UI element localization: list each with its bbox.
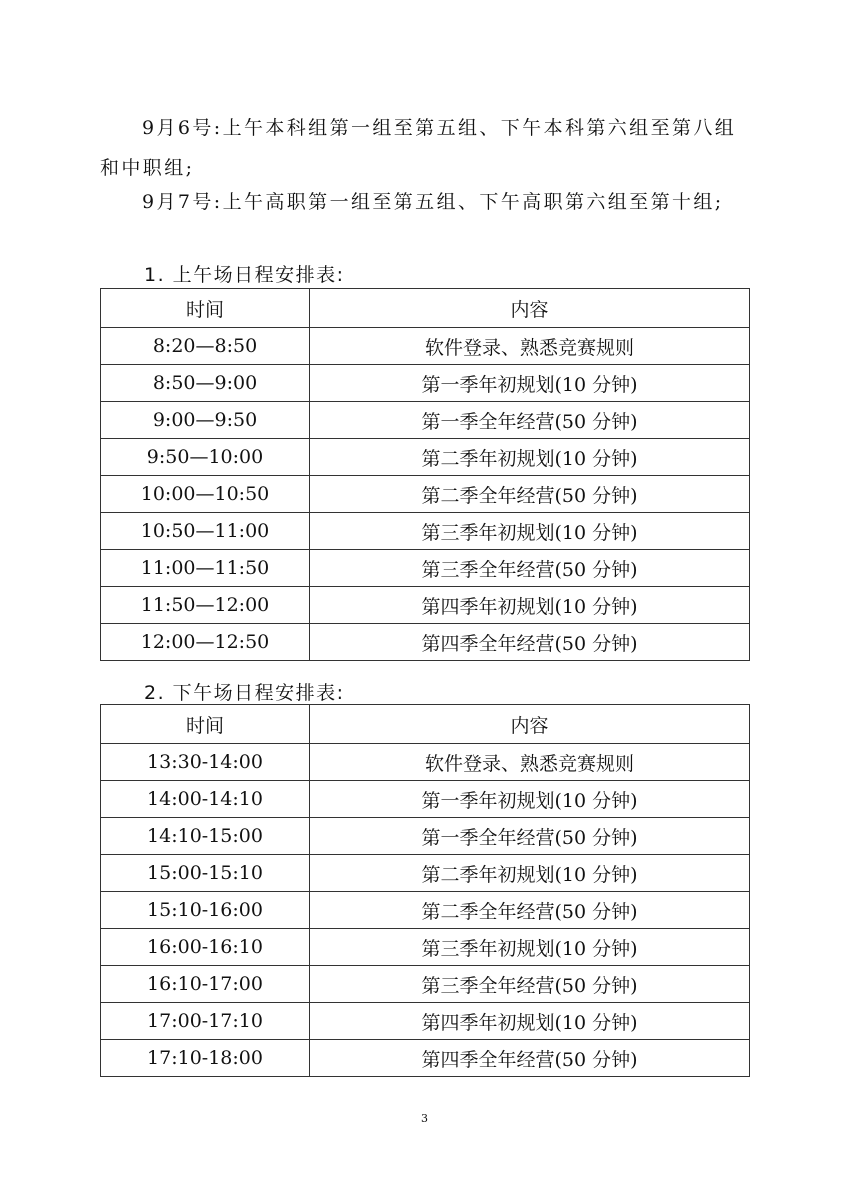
time-cell: 15:00-15:10 — [101, 855, 310, 892]
content-cell: 第一季全年经营(50 分钟) — [310, 402, 750, 439]
table-row — [101, 744, 750, 781]
table-row — [101, 328, 750, 365]
time-cell: 13:30-14:00 — [101, 744, 310, 781]
table-row — [101, 929, 750, 966]
time-cell: 17:10-18:00 — [101, 1040, 310, 1077]
time-cell: 8:50—9:00 — [101, 365, 310, 402]
table-row — [101, 892, 750, 929]
morning-schedule-heading: 1. 上午场日程安排表: — [144, 264, 345, 286]
time-column-header: 时间 — [101, 705, 310, 744]
time-cell: 14:10-15:00 — [101, 818, 310, 855]
content-cell: 第二季年初规划(10 分钟) — [310, 439, 750, 476]
table-row — [101, 439, 750, 476]
table-row — [101, 513, 750, 550]
content-cell: 第四季年初规划(10 分钟) — [310, 587, 750, 624]
content-cell: 第四季年初规划(10 分钟) — [310, 1003, 750, 1040]
content-cell: 第四季全年经营(50 分钟) — [310, 1040, 750, 1077]
time-cell: 10:50—11:00 — [101, 513, 310, 550]
time-column-header: 时间 — [101, 289, 310, 328]
afternoon-schedule-heading: 2. 下午场日程安排表: — [144, 682, 345, 704]
time-cell: 9:00—9:50 — [101, 402, 310, 439]
content-cell: 软件登录、熟悉竞赛规则 — [310, 328, 750, 365]
schedule-paragraph-sep7: 9月7号:上午高职第一组至第五组、下午高职第六组至第十组; — [142, 191, 724, 213]
time-cell: 11:00—11:50 — [101, 550, 310, 587]
time-cell: 16:00-16:10 — [101, 929, 310, 966]
content-cell: 第三季年初规划(10 分钟) — [310, 929, 750, 966]
content-cell: 第四季全年经营(50 分钟) — [310, 624, 750, 661]
table-row — [101, 476, 750, 513]
time-cell: 16:10-17:00 — [101, 966, 310, 1003]
table-header-row — [101, 705, 750, 744]
time-cell: 14:00-14:10 — [101, 781, 310, 818]
table-row — [101, 1003, 750, 1040]
time-cell: 12:00—12:50 — [101, 624, 310, 661]
content-column-header: 内容 — [310, 705, 750, 744]
time-cell: 10:00—10:50 — [101, 476, 310, 513]
table-row — [101, 818, 750, 855]
schedule-paragraph-sep6: 9月6号:上午本科组第一组至第五组、下午本科第六组至第八组和中职组; — [100, 117, 737, 179]
content-cell: 第一季年初规划(10 分钟) — [310, 365, 750, 402]
content-column-header: 内容 — [310, 289, 750, 328]
content-cell: 第二季年初规划(10 分钟) — [310, 855, 750, 892]
time-cell: 9:50—10:00 — [101, 439, 310, 476]
table-header-row — [101, 289, 750, 328]
table-row — [101, 624, 750, 661]
time-cell: 8:20—8:50 — [101, 328, 310, 365]
morning-schedule-table — [100, 288, 750, 661]
time-cell: 11:50—12:00 — [101, 587, 310, 624]
table-row — [101, 855, 750, 892]
content-cell: 软件登录、熟悉竞赛规则 — [310, 744, 750, 781]
content-cell: 第三季全年经营(50 分钟) — [310, 966, 750, 1003]
table-row — [101, 587, 750, 624]
content-cell: 第二季全年经营(50 分钟) — [310, 892, 750, 929]
table-row — [101, 402, 750, 439]
table-row — [101, 966, 750, 1003]
content-cell: 第一季年初规划(10 分钟) — [310, 781, 750, 818]
afternoon-schedule-table — [100, 704, 750, 1077]
time-cell: 15:10-16:00 — [101, 892, 310, 929]
page-number: 3 — [421, 1112, 428, 1125]
table-row — [101, 1040, 750, 1077]
table-row — [101, 550, 750, 587]
content-cell: 第二季全年经营(50 分钟) — [310, 476, 750, 513]
table-row — [101, 781, 750, 818]
content-cell: 第三季全年经营(50 分钟) — [310, 550, 750, 587]
time-cell: 17:00-17:10 — [101, 1003, 310, 1040]
table-row — [101, 365, 750, 402]
content-cell: 第一季全年经营(50 分钟) — [310, 818, 750, 855]
content-cell: 第三季年初规划(10 分钟) — [310, 513, 750, 550]
